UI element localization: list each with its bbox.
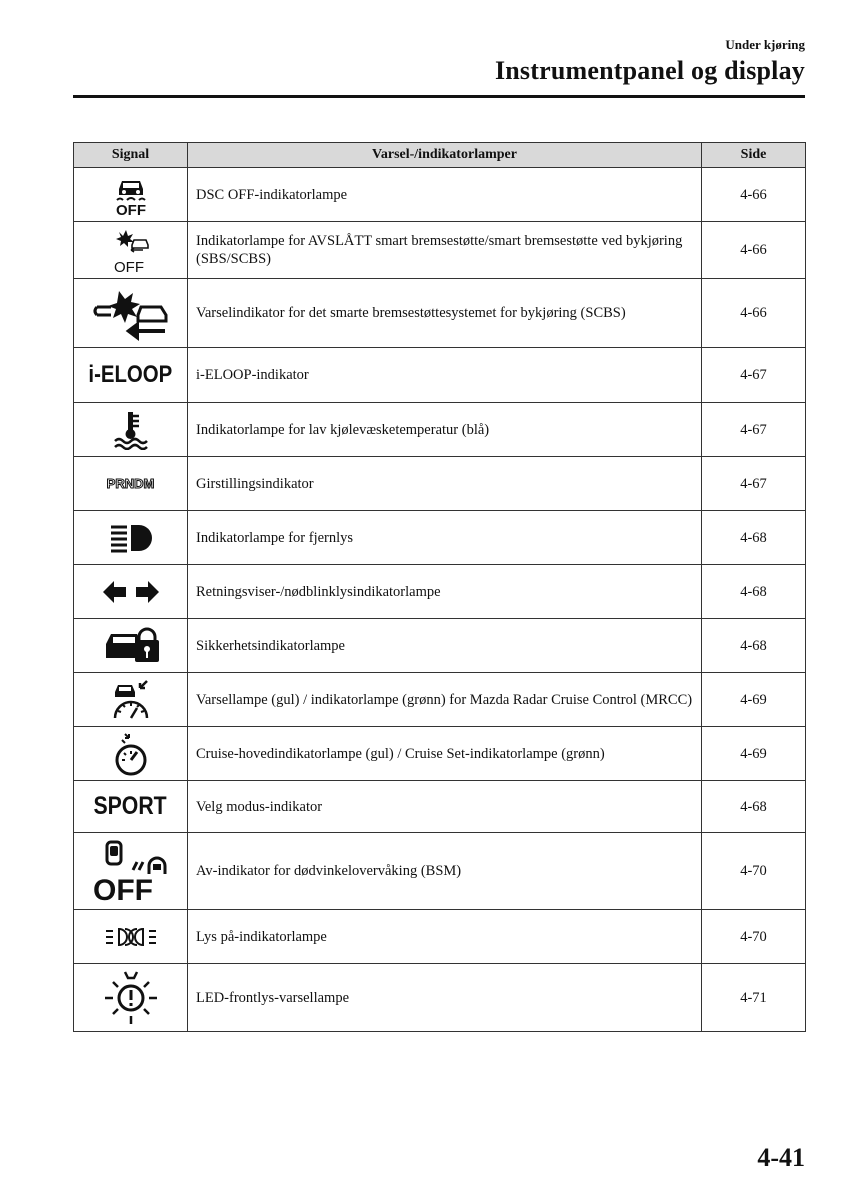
- section-label: Under kjøring: [725, 37, 805, 52]
- svg-text:OFF: OFF: [115, 201, 146, 217]
- page-title: Instrumentpanel og display: [494, 56, 805, 85]
- row-description: i-ELOOP-indikator: [188, 348, 702, 403]
- header-signal: Signal: [74, 143, 188, 168]
- cruise-main-icon: [74, 732, 187, 776]
- row-page: 4-68: [702, 619, 806, 673]
- row-description: Retningsviser-/nødblinklysindikatorlampe: [188, 565, 702, 619]
- dsc-off-icon: [74, 173, 187, 217]
- row-page: 4-71: [702, 964, 806, 1032]
- table-row: [74, 833, 806, 910]
- row-description: Girstillingsindikator: [188, 457, 702, 511]
- table-row: [74, 964, 806, 1032]
- row-page: 4-66: [702, 222, 806, 279]
- header-page: Side: [702, 143, 806, 168]
- table-row: [74, 781, 806, 833]
- row-description: Varselindikator for det smarte bremsestøttesystemet for bykjøring (SCBS): [188, 279, 702, 348]
- mrcc-icon: [74, 678, 187, 722]
- table-row: [74, 727, 806, 781]
- row-description: Cruise-hovedindikatorlampe (gul) / Cruise Set-indikatorlampe (grønn): [188, 727, 702, 781]
- row-page: 4-68: [702, 565, 806, 619]
- table-row: [74, 457, 806, 511]
- table-row: [74, 619, 806, 673]
- row-page: 4-67: [702, 457, 806, 511]
- table-header-row: [74, 143, 806, 168]
- header-description: Varsel-/indikatorlamper: [188, 143, 702, 168]
- security-icon: [74, 626, 187, 666]
- table-row: [74, 565, 806, 619]
- sport-mode-icon: SPORT: [93, 792, 168, 820]
- table-row: [74, 222, 806, 279]
- row-description: Indikatorlampe for fjernlys: [188, 511, 702, 565]
- turn-signal-icon: [74, 579, 187, 605]
- table-row: [74, 348, 806, 403]
- bsm-off-text: OFF: [92, 874, 153, 904]
- table-row: [74, 403, 806, 457]
- row-description: Indikatorlampe for AVSLÅTT smart bremsestøtte/smart bremsestøtte ved bykjøring (SBS/SCBS): [188, 222, 702, 279]
- row-description: Varsellampe (gul) / indikatorlampe (grønn) for Mazda Radar Cruise Control (MRCC): [188, 673, 702, 727]
- led-headlight-warning-icon: [74, 968, 187, 1028]
- row-description: DSC OFF-indikatorlampe: [188, 168, 702, 222]
- sbs-off-icon: [74, 226, 187, 274]
- page-number: 4-41: [757, 1143, 805, 1172]
- table-row: [74, 279, 806, 348]
- row-description: Indikatorlampe for lav kjølevæsketemperatur (blå): [188, 403, 702, 457]
- high-beam-icon: [74, 521, 187, 555]
- row-description: LED-frontlys-varsellampe: [188, 964, 702, 1032]
- table-row: [74, 910, 806, 964]
- i-eloop-icon: i-ELOOP: [88, 361, 173, 388]
- row-page: 4-70: [702, 910, 806, 964]
- row-page: 4-69: [702, 673, 806, 727]
- table-row: [74, 511, 806, 565]
- table-row: [74, 673, 806, 727]
- row-description: Velg modus-indikator: [188, 781, 702, 833]
- lights-on-icon: [74, 923, 187, 951]
- row-page: 4-67: [702, 348, 806, 403]
- row-page: 4-66: [702, 279, 806, 348]
- row-page: 4-68: [702, 511, 806, 565]
- row-page: 4-70: [702, 833, 806, 910]
- svg-text:OFF: OFF: [113, 259, 144, 274]
- low-coolant-temp-icon: [74, 410, 187, 450]
- row-description: Sikkerhetsindikatorlampe: [188, 619, 702, 673]
- row-page: 4-67: [702, 403, 806, 457]
- row-page: 4-69: [702, 727, 806, 781]
- title-divider: [73, 95, 805, 98]
- bsm-off-icon: [74, 838, 187, 904]
- indicator-table: [73, 142, 806, 1032]
- gear-position-icon: PRNDM: [106, 476, 155, 491]
- row-description: Av-indikator for dødvinkelovervåking (BSM): [188, 833, 702, 910]
- table-row: [74, 168, 806, 222]
- row-description: Lys på-indikatorlampe: [188, 910, 702, 964]
- row-page: 4-66: [702, 168, 806, 222]
- scbs-warning-icon: [74, 285, 187, 341]
- row-page: 4-68: [702, 781, 806, 833]
